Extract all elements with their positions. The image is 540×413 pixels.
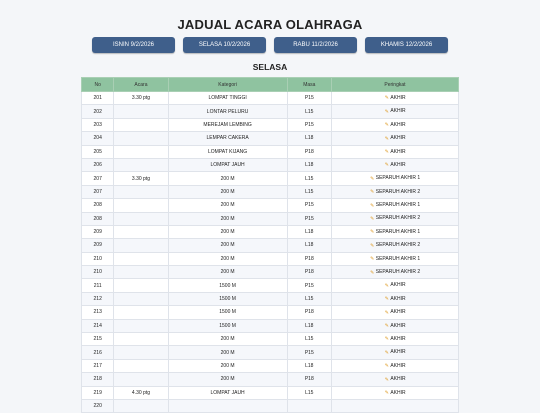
cell-no: 207 (82, 172, 114, 185)
tab-rabu[interactable]: RABU 11/2/2026 (274, 37, 357, 53)
pencil-icon: ✎ (370, 269, 375, 276)
cell-masa: P15 (287, 118, 331, 131)
cell-peringkat (331, 279, 458, 292)
cell-masa: L18 (287, 158, 331, 171)
cell-acara: 4.30 ptg (114, 386, 168, 399)
pencil-icon: ✎ (384, 376, 389, 383)
cell-peringkat (331, 225, 458, 238)
cell-masa: L15 (287, 185, 331, 198)
peringkat-label: AKHIR (390, 349, 406, 356)
cell-masa: P15 (287, 92, 331, 105)
table-row (82, 373, 459, 386)
cell-no: 207 (82, 185, 114, 198)
cell-masa: P18 (287, 145, 331, 158)
cell-acara (114, 185, 168, 198)
cell-peringkat (331, 199, 458, 212)
cell-no: 203 (82, 118, 114, 131)
table-row (82, 346, 459, 359)
cell-acara (114, 346, 168, 359)
cell-no: 214 (82, 319, 114, 332)
cell-masa: L18 (287, 319, 331, 332)
cell-no: 210 (82, 252, 114, 265)
cell-masa: L15 (287, 386, 331, 399)
peringkat-label: AKHIR (390, 322, 406, 329)
cell-kategori: 200 M (168, 346, 287, 359)
peringkat-label: SEPARUH AKHIR 2 (375, 269, 421, 276)
cell-acara (114, 266, 168, 279)
peringkat-label: SEPARUH AKHIR 1 (375, 255, 421, 262)
pencil-icon: ✎ (384, 336, 389, 343)
cell-peringkat (331, 118, 458, 131)
cell-peringkat (331, 92, 458, 105)
cell-peringkat (331, 306, 458, 319)
cell-masa: P15 (287, 346, 331, 359)
cell-acara (114, 199, 168, 212)
cell-kategori: LOMPAT KIJANG (168, 145, 287, 158)
cell-masa: P18 (287, 252, 331, 265)
cell-peringkat (331, 105, 458, 118)
table-row (82, 172, 459, 185)
cell-kategori: LEMPAR CAKERA (168, 132, 287, 145)
cell-no: 210 (82, 266, 114, 279)
pencil-icon: ✎ (370, 189, 375, 196)
table-row (82, 333, 459, 346)
pencil-icon: ✎ (370, 229, 375, 236)
cell-acara (114, 319, 168, 332)
section-title: SELASA (252, 62, 288, 72)
cell-kategori: 1500 M (168, 306, 287, 319)
peringkat-label: AKHIR (390, 389, 406, 396)
cell-no: 208 (82, 199, 114, 212)
cell-kategori: LOMPAT TINGGI (168, 92, 287, 105)
cell-kategori: 200 M (168, 266, 287, 279)
cell-peringkat (331, 292, 458, 305)
cell-masa: L18 (287, 239, 331, 252)
cell-kategori: 200 M (168, 172, 287, 185)
table-row (82, 92, 459, 105)
cell-masa: P15 (287, 212, 331, 225)
header-peringkat: Peringkat (331, 78, 458, 92)
cell-kategori: 200 M (168, 333, 287, 346)
pencil-icon: ✎ (384, 363, 389, 370)
peringkat-label: AKHIR (390, 121, 406, 128)
cell-kategori: MEREJAM LEMBING (168, 118, 287, 131)
cell-no: 216 (82, 346, 114, 359)
cell-no: 217 (82, 359, 114, 372)
peringkat-label: AKHIR (390, 94, 406, 101)
pencil-icon: ✎ (384, 95, 389, 102)
cell-no: 220 (82, 399, 114, 412)
table-row (82, 145, 459, 158)
cell-kategori: 200 M (168, 185, 287, 198)
pencil-icon: ✎ (384, 149, 389, 155)
table-row (82, 239, 459, 252)
table-row (82, 306, 459, 319)
peringkat-label: AKHIR (390, 362, 406, 369)
cell-no: 219 (82, 386, 114, 399)
peringkat-label: SEPARUH AKHIR 2 (375, 242, 421, 249)
pencil-icon: ✎ (370, 256, 375, 263)
cell-acara (114, 292, 168, 305)
table-row (82, 132, 459, 145)
cell-no: 206 (82, 158, 114, 171)
pencil-icon: ✎ (384, 135, 389, 142)
peringkat-label: AKHIR (390, 148, 406, 155)
pencil-icon: ✎ (370, 242, 375, 249)
cell-kategori: 200 M (168, 359, 287, 372)
cell-kategori (168, 399, 287, 412)
pencil-icon: ✎ (370, 202, 375, 209)
pencil-icon: ✎ (384, 108, 389, 115)
table-body (82, 92, 459, 413)
cell-kategori: 200 M (168, 212, 287, 225)
cell-acara (114, 333, 168, 346)
table-row (82, 212, 459, 225)
cell-acara (114, 145, 168, 158)
cell-acara (114, 132, 168, 145)
cell-acara (114, 239, 168, 252)
tab-isnin[interactable]: ISNIN 9/2/2026 (92, 37, 175, 53)
table-row (82, 158, 459, 171)
cell-acara (114, 306, 168, 319)
cell-acara (114, 105, 168, 118)
table-row (82, 319, 459, 332)
cell-kategori: 1500 M (168, 279, 287, 292)
cell-peringkat (331, 373, 458, 386)
cell-acara: 3.30 ptg (114, 92, 168, 105)
cell-kategori: 200 M (168, 239, 287, 252)
cell-peringkat (331, 185, 458, 198)
cell-acara: 3.30 ptg (114, 172, 168, 185)
cell-kategori: 1500 M (168, 319, 287, 332)
header-no: No (82, 78, 114, 92)
cell-masa: L18 (287, 359, 331, 372)
cell-peringkat (331, 399, 458, 412)
peringkat-label: AKHIR (390, 108, 406, 115)
pencil-icon: ✎ (370, 175, 375, 182)
cell-acara (114, 118, 168, 131)
peringkat-label: AKHIR (390, 309, 406, 316)
cell-kategori: 200 M (168, 225, 287, 238)
cell-no: 204 (82, 132, 114, 145)
cell-peringkat (331, 266, 458, 279)
peringkat-label: SEPARUH AKHIR 1 (375, 202, 421, 209)
cell-masa: L15 (287, 333, 331, 346)
peringkat-label: SEPARUH AKHIR 2 (375, 215, 421, 222)
cell-peringkat (331, 319, 458, 332)
table-row (82, 386, 459, 399)
cell-peringkat (331, 252, 458, 265)
cell-masa: P18 (287, 373, 331, 386)
cell-acara (114, 225, 168, 238)
cell-no: 202 (82, 105, 114, 118)
peringkat-label: AKHIR (390, 295, 406, 302)
cell-peringkat (331, 158, 458, 171)
cell-kategori: 200 M (168, 199, 287, 212)
cell-masa: P18 (287, 266, 331, 279)
cell-no: 212 (82, 292, 114, 305)
cell-masa: L18 (287, 132, 331, 145)
cell-peringkat (331, 132, 458, 145)
pencil-icon: ✎ (384, 162, 389, 169)
pencil-icon: ✎ (384, 390, 389, 397)
cell-masa: P18 (287, 306, 331, 319)
cell-masa: L15 (287, 172, 331, 185)
cell-acara (114, 158, 168, 171)
day-tabs (0, 37, 540, 53)
cell-masa (287, 399, 331, 412)
cell-masa: P15 (287, 279, 331, 292)
table-row (82, 359, 459, 372)
cell-no: 208 (82, 212, 114, 225)
cell-no: 201 (82, 92, 114, 105)
cell-no: 209 (82, 239, 114, 252)
cell-no: 215 (82, 333, 114, 346)
cell-peringkat (331, 239, 458, 252)
cell-kategori: 200 M (168, 252, 287, 265)
cell-peringkat (331, 333, 458, 346)
peringkat-label: AKHIR (390, 161, 406, 168)
cell-peringkat (331, 145, 458, 158)
cell-peringkat (331, 359, 458, 372)
table-row (82, 199, 459, 212)
cell-peringkat (331, 346, 458, 359)
cell-peringkat (331, 386, 458, 399)
cell-no: 209 (82, 225, 114, 238)
pencil-icon: ✎ (384, 309, 389, 316)
cell-kategori: LOMPAT JAUH (168, 386, 287, 399)
cell-masa: L15 (287, 105, 331, 118)
pencil-icon: ✎ (370, 215, 375, 222)
cell-acara (114, 399, 168, 412)
cell-no: 218 (82, 373, 114, 386)
pencil-icon: ✎ (384, 323, 389, 330)
cell-acara (114, 212, 168, 225)
tab-khamis[interactable]: KHAMIS 12/2/2026 (365, 37, 448, 53)
cell-no: 205 (82, 145, 114, 158)
table-row (82, 225, 459, 238)
cell-peringkat (331, 212, 458, 225)
cell-no: 213 (82, 306, 114, 319)
peringkat-label: AKHIR (390, 282, 406, 289)
header-masa: Masa (287, 78, 331, 92)
peringkat-label: SEPARUH AKHIR 1 (375, 228, 421, 235)
header-kategori: Kategori (168, 78, 287, 92)
pencil-icon: ✎ (384, 122, 389, 129)
peringkat-label: SEPARUH AKHIR 2 (375, 188, 421, 195)
table-row (82, 279, 459, 292)
cell-acara (114, 279, 168, 292)
page-title: JADUAL ACARA OLAHRAGA (177, 17, 363, 32)
table-row (82, 266, 459, 279)
header-row (82, 78, 459, 92)
cell-masa: L15 (287, 292, 331, 305)
peringkat-label: SEPARUH AKHIR 1 (375, 175, 421, 182)
table-row (82, 292, 459, 305)
pencil-icon: ✎ (384, 296, 389, 303)
pencil-icon: ✎ (384, 349, 389, 356)
peringkat-label: AKHIR (390, 376, 406, 383)
cell-acara (114, 373, 168, 386)
table-row (82, 118, 459, 131)
cell-kategori: LOMPAT JAUH (168, 158, 287, 171)
table-row (82, 105, 459, 118)
cell-masa: L18 (287, 225, 331, 238)
cell-kategori: LONTAR PELURU (168, 105, 287, 118)
peringkat-label: AKHIR (390, 335, 406, 342)
cell-masa: P15 (287, 199, 331, 212)
table-row (82, 399, 459, 412)
table-row (82, 185, 459, 198)
table-header (82, 78, 459, 92)
pencil-icon: ✎ (384, 282, 389, 289)
table-row (82, 252, 459, 265)
tab-selasa[interactable]: SELASA 10/2/2026 (183, 37, 266, 53)
cell-peringkat (331, 172, 458, 185)
peringkat-label: AKHIR (390, 135, 406, 142)
cell-kategori: 1500 M (168, 292, 287, 305)
schedule-table (81, 77, 459, 413)
cell-acara (114, 252, 168, 265)
header-acara: Acara (114, 78, 168, 92)
cell-no: 211 (82, 279, 114, 292)
cell-acara (114, 359, 168, 372)
cell-kategori: 200 M (168, 373, 287, 386)
